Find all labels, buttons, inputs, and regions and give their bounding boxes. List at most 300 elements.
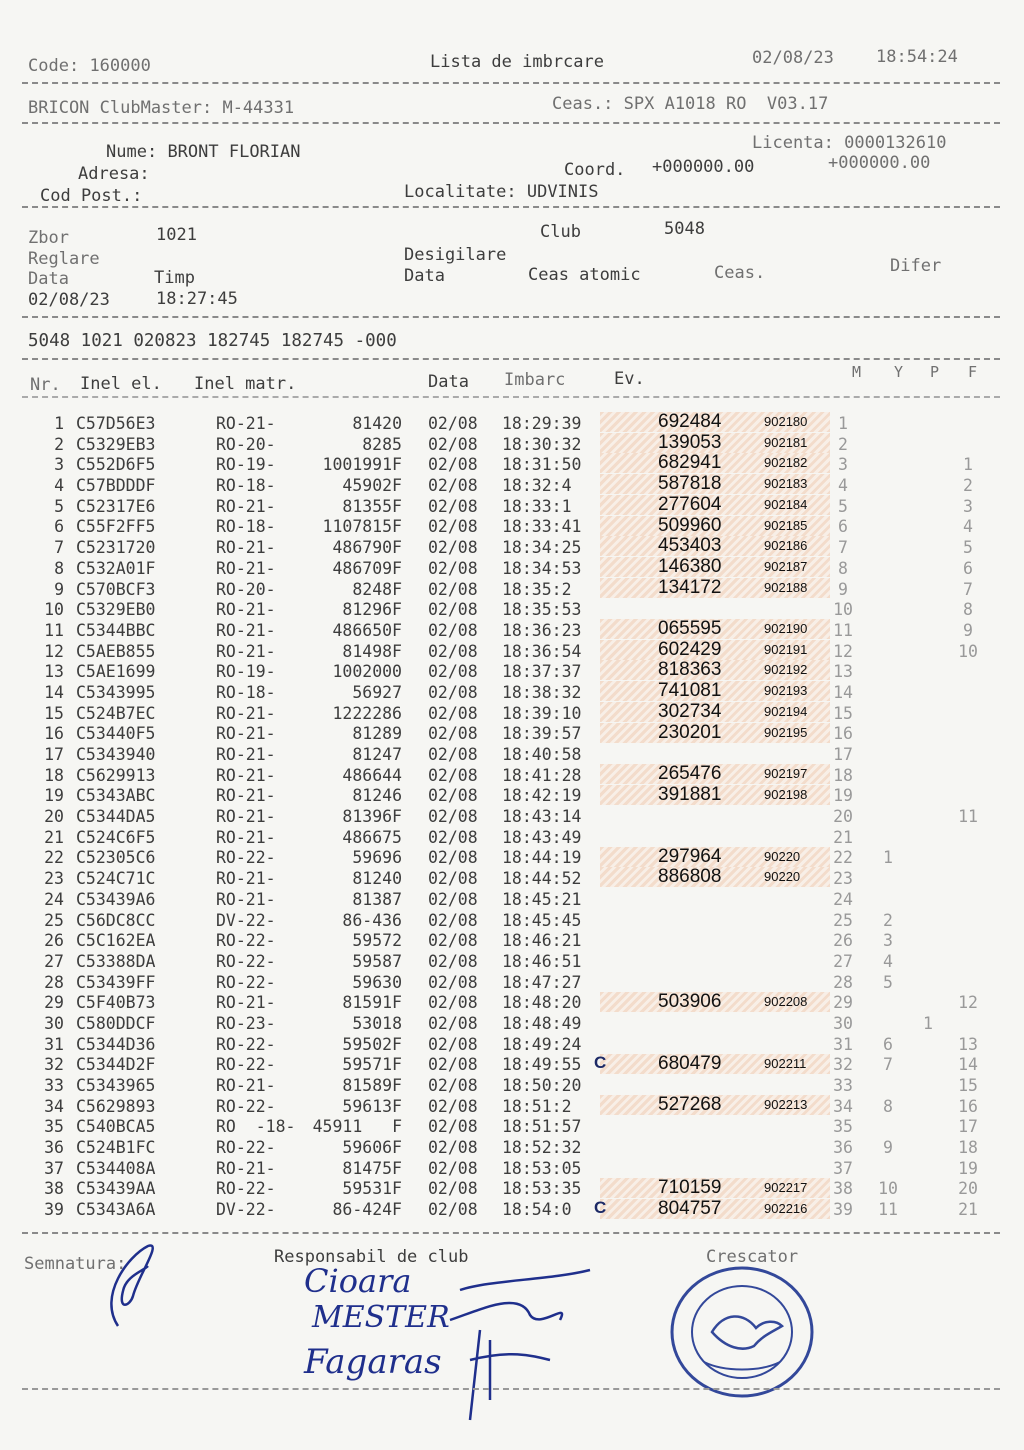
- stamp-code: 902197: [764, 765, 808, 781]
- cell-date: 02/08: [428, 1096, 478, 1116]
- cell-time: 18:43:14: [502, 807, 582, 827]
- table-row: [28, 1035, 1018, 1056]
- cell-date: 02/08: [428, 682, 478, 702]
- cell-nr: 9: [54, 579, 64, 599]
- table-row: [28, 1117, 1018, 1138]
- cell-y: 11: [878, 1200, 898, 1220]
- cell-ctry: RO-22-: [216, 1034, 276, 1054]
- breeder-label: Crescator: [706, 1247, 799, 1267]
- stamp-code: 902182: [764, 455, 808, 471]
- stamp-code: 902181: [764, 434, 808, 450]
- cell-date: 02/08: [428, 414, 478, 433]
- cell-ring: C534408A: [76, 1158, 156, 1178]
- print-time: 18:54:24: [876, 47, 958, 67]
- table-row: [28, 1197, 1018, 1221]
- cell-date: 02/08: [428, 1158, 478, 1178]
- cell-nr: 22: [44, 848, 64, 868]
- cell-nr: 18: [44, 765, 64, 785]
- cell-m: 11: [833, 620, 853, 640]
- cell-time: 18:36:23: [502, 620, 582, 640]
- cell-num: 486675: [342, 827, 402, 847]
- cell-nr: 27: [44, 951, 64, 971]
- table-row: [28, 559, 1018, 580]
- locality-value: UDVINIS: [526, 182, 599, 202]
- cell-nr: 7: [54, 538, 64, 558]
- table-row: [28, 931, 1018, 952]
- cell-ctry: RO-18-: [216, 682, 276, 702]
- stamp-number: 818363: [658, 659, 722, 681]
- cell-nr: 36: [44, 1138, 64, 1158]
- event-stamp: [600, 516, 830, 536]
- cell-nr: 21: [44, 827, 64, 847]
- table-row: [28, 745, 1018, 766]
- cell-ring: C532A01F: [76, 558, 156, 578]
- cell-nr: 26: [44, 931, 64, 951]
- cell-m: 32: [833, 1055, 853, 1075]
- divider: [22, 396, 1000, 398]
- cell-ctry: RO-21-: [216, 414, 276, 433]
- cell-num: 81387: [352, 889, 402, 909]
- cell-num: 1001991F: [322, 455, 402, 475]
- stamp-number: 804757: [658, 1197, 722, 1219]
- cell-f: 2: [963, 476, 973, 496]
- cell-ctry: DV-22-: [216, 910, 276, 930]
- cell-f: 18: [958, 1138, 978, 1158]
- cell-date: 02/08: [428, 579, 478, 599]
- cell-ctry: RO-21-: [216, 786, 276, 806]
- cell-y: 1: [883, 848, 893, 868]
- cell-nr: 14: [44, 682, 64, 702]
- stamp-number: 146380: [658, 555, 722, 577]
- cell-time: 18:40:58: [502, 745, 582, 764]
- stamp-code: 902208: [764, 993, 808, 1009]
- cell-num: 45902F: [342, 476, 402, 496]
- stamp-number: 391881: [658, 783, 722, 805]
- postal-label: Cod Post.:: [40, 186, 143, 206]
- cell-p: 1: [923, 1013, 933, 1033]
- cell-m: 4: [838, 476, 848, 496]
- cell-nr: 6: [54, 517, 64, 537]
- table-row: [28, 476, 1018, 497]
- col-date: Data: [428, 372, 469, 392]
- cell-nr: 19: [44, 786, 64, 806]
- event-stamp: [594, 1197, 830, 1219]
- cell-ctry: RO-21-: [216, 496, 276, 516]
- cell-f: 6: [963, 558, 973, 578]
- cell-ring: C570BCF3: [76, 579, 156, 599]
- cell-num: 81240: [352, 869, 402, 889]
- table-row: [28, 869, 1018, 890]
- stamp-number: 527268: [658, 1094, 722, 1116]
- divider: [22, 1232, 1000, 1234]
- cell-f: 9: [963, 620, 973, 640]
- cell-num: 8285: [362, 434, 402, 454]
- code-label: Code: 160000: [28, 56, 151, 76]
- cell-ctry: RO-21-: [216, 869, 276, 889]
- table-row: [28, 911, 1018, 932]
- event-stamp: [600, 847, 830, 867]
- license-info: Licenta: 0000132610: [752, 133, 947, 153]
- clock-info: Ceas.: SPX A1018 RO V03.17: [552, 94, 829, 114]
- cell-m: 17: [833, 745, 853, 764]
- cell-m: 33: [833, 1076, 853, 1095]
- divider: [22, 1388, 1000, 1390]
- cell-time: 18:34:25: [502, 538, 582, 558]
- cell-m: 18: [833, 765, 853, 785]
- cell-date: 02/08: [428, 517, 478, 537]
- stamp-number: 277604: [658, 493, 722, 515]
- cell-num: 59572: [352, 931, 402, 951]
- cell-time: 18:47:27: [502, 972, 582, 992]
- cell-ring: C53440F5: [76, 724, 156, 744]
- cell-time: 18:32:4: [502, 476, 572, 496]
- cell-m: 9: [838, 579, 848, 599]
- cell-nr: 17: [44, 745, 64, 764]
- event-stamp: [600, 723, 830, 743]
- cell-nr: 20: [44, 807, 64, 827]
- cell-y: 9: [883, 1138, 893, 1158]
- cell-date: 02/08: [428, 931, 478, 951]
- cell-date: 02/08: [428, 455, 478, 475]
- cell-time: 18:44:52: [502, 869, 582, 889]
- cell-m: 22: [833, 848, 853, 868]
- cell-nr: 16: [44, 724, 64, 744]
- cell-ring: C540BCA5: [76, 1117, 156, 1137]
- stamp-code: 902211: [764, 1055, 807, 1071]
- cell-m: 14: [833, 682, 853, 702]
- cell-time: 18:51:57: [502, 1117, 582, 1137]
- cell-num: 59571F: [342, 1055, 402, 1075]
- cell-time: 18:50:20: [502, 1076, 582, 1095]
- stamp-number: 602429: [658, 638, 722, 660]
- signature-scribble: [88, 1236, 168, 1336]
- cell-num: 81589F: [342, 1076, 402, 1095]
- cell-date: 02/08: [428, 434, 478, 454]
- table-row: [28, 952, 1018, 973]
- stamp-number: 710159: [658, 1176, 722, 1198]
- cell-m: 25: [833, 910, 853, 930]
- cell-ctry: RO-20-: [216, 434, 276, 454]
- cell-ring: C5344DA5: [76, 807, 156, 827]
- cell-time: 18:45:21: [502, 889, 582, 909]
- handwriting-line-1: Cioara: [304, 1262, 412, 1300]
- cell-m: 6: [838, 517, 848, 537]
- cell-ring: C552D6F5: [76, 455, 156, 475]
- cell-time: 18:51:2: [502, 1096, 572, 1116]
- stamp-code: 902213: [764, 1097, 808, 1113]
- table-row: [28, 621, 1018, 642]
- cell-f: 1: [963, 455, 973, 475]
- cell-ctry: RO-22-: [216, 1055, 276, 1075]
- cell-num: 81475F: [342, 1158, 402, 1178]
- event-stamp: [600, 578, 830, 598]
- locality-row: Localitate: UDVINIS: [404, 182, 599, 202]
- divider: [22, 206, 1000, 208]
- club-signature-scribble: [430, 1250, 630, 1440]
- set-time-value: 18:27:45: [156, 289, 238, 309]
- cell-num: 81289: [352, 724, 402, 744]
- divider: [22, 358, 1000, 360]
- cell-ring: C5231720: [76, 538, 156, 558]
- stamp-code: 902195: [764, 724, 808, 740]
- table-row: [28, 807, 1018, 828]
- cell-num: 59606F: [342, 1138, 402, 1158]
- cell-date: 02/08: [428, 538, 478, 558]
- table-row: [28, 683, 1018, 704]
- cell-ring: C57D56E3: [76, 414, 156, 433]
- cell-m: 7: [838, 538, 848, 558]
- table-row: [28, 414, 1018, 435]
- stamp-code: 90220: [764, 848, 801, 864]
- cell-num: 59613F: [342, 1096, 402, 1116]
- cell-date: 02/08: [428, 1034, 478, 1054]
- cell-ctry: RO-21-: [216, 600, 276, 620]
- table-row: [28, 704, 1018, 725]
- cell-date: 02/08: [428, 745, 478, 764]
- cell-ctry: RO-21-: [216, 745, 276, 764]
- stamp-code: 902186: [764, 538, 808, 554]
- stamp-code: 902188: [764, 579, 808, 595]
- cell-time: 18:37:37: [502, 662, 582, 682]
- cell-date: 02/08: [428, 827, 478, 847]
- cell-num: 56927: [352, 682, 402, 702]
- cell-m: 37: [833, 1158, 853, 1178]
- difference-label: Difer: [890, 256, 942, 276]
- cell-f: 14: [958, 1055, 978, 1075]
- table-row: [28, 580, 1018, 601]
- event-stamp: [600, 660, 830, 680]
- cell-nr: 32: [44, 1055, 64, 1075]
- cell-time: 18:53:05: [502, 1158, 582, 1178]
- cell-time: 18:43:49: [502, 827, 582, 847]
- cell-ring: C524C71C: [76, 869, 156, 889]
- cell-ring: C5629913: [76, 765, 156, 785]
- cell-time: 18:39:10: [502, 703, 582, 723]
- cell-nr: 10: [44, 600, 64, 620]
- cell-m: 38: [833, 1179, 853, 1199]
- cell-time: 18:52:32: [502, 1138, 582, 1158]
- cell-m: 15: [833, 703, 853, 723]
- cell-nr: 2: [54, 434, 64, 454]
- cell-num: 81247: [352, 745, 402, 764]
- cell-time: 18:34:53: [502, 558, 582, 578]
- cell-date: 02/08: [428, 869, 478, 889]
- cell-ring: C53439AA: [76, 1179, 156, 1199]
- cell-ctry: RO-20-: [216, 579, 276, 599]
- cell-f: 7: [963, 579, 973, 599]
- cell-time: 18:31:50: [502, 455, 582, 475]
- cell-f: 21: [958, 1200, 978, 1220]
- cell-time: 18:44:19: [502, 848, 582, 868]
- cell-f: 16: [958, 1096, 978, 1116]
- cell-m: 2: [838, 434, 848, 454]
- stamp-code: 902192: [764, 662, 808, 678]
- cell-nr: 13: [44, 662, 64, 682]
- cell-num: 59696: [352, 848, 402, 868]
- col-boarding: Imbarc: [504, 370, 566, 390]
- cell-m: 36: [833, 1138, 853, 1158]
- cell-m: 8: [838, 558, 848, 578]
- cell-ctry: RO-21-: [216, 538, 276, 558]
- cell-ring: C524B1FC: [76, 1138, 156, 1158]
- cell-m: 31: [833, 1034, 853, 1054]
- cell-ring: C5344D2F: [76, 1055, 156, 1075]
- event-stamp: [600, 785, 830, 805]
- cell-date: 02/08: [428, 972, 478, 992]
- stamp-code: 902216: [764, 1200, 808, 1216]
- event-stamp: [600, 453, 830, 473]
- cell-ctry: RO-21-: [216, 827, 276, 847]
- cell-m: 26: [833, 931, 853, 951]
- cell-time: 18:48:20: [502, 993, 582, 1013]
- cell-time: 18:45:45: [502, 910, 582, 930]
- cell-m: 39: [833, 1200, 853, 1220]
- cell-date: 02/08: [428, 558, 478, 578]
- address-label: Adresa:: [78, 164, 150, 184]
- cell-ring: C5343995: [76, 682, 156, 702]
- cell-nr: 5: [54, 496, 64, 516]
- table-row: [28, 1176, 1018, 1200]
- cell-ring: C5344BBC: [76, 620, 156, 640]
- cell-nr: 3: [54, 455, 64, 475]
- table-row: [28, 973, 1018, 994]
- cell-ctry: RO-21-: [216, 1158, 276, 1178]
- cell-nr: 4: [54, 476, 64, 496]
- cell-y: 4: [883, 951, 893, 971]
- cell-date: 02/08: [428, 641, 478, 661]
- cell-time: 18:39:57: [502, 724, 582, 744]
- cell-ctry: RO-21-: [216, 620, 276, 640]
- cell-ring: C5AE1699: [76, 662, 156, 682]
- cell-time: 18:41:28: [502, 765, 582, 785]
- cell-ctry: RO-22-: [216, 931, 276, 951]
- cell-time: 18:36:54: [502, 641, 582, 661]
- stamp-number: 503906: [658, 990, 722, 1012]
- cell-m: 12: [833, 641, 853, 661]
- table-row: [28, 721, 1018, 745]
- table-row: [28, 890, 1018, 911]
- cell-ring: C524C6F5: [76, 827, 156, 847]
- cell-f: 4: [963, 517, 973, 537]
- cell-ring: C52305C6: [76, 848, 156, 868]
- cell-ctry: RO-19-: [216, 455, 276, 475]
- table-row: [28, 1159, 1018, 1180]
- stamp-number: 509960: [658, 514, 722, 536]
- divider: [22, 122, 1000, 124]
- cell-nr: 1: [54, 414, 64, 433]
- cell-num: 1002000: [332, 662, 402, 682]
- cell-ctry: RO-22-: [216, 1138, 276, 1158]
- unseal-label: Desigilare: [404, 245, 507, 265]
- cell-nr: 34: [44, 1096, 64, 1116]
- cell-ring: C55F2FF5: [76, 517, 156, 537]
- cell-ctry: RO-21-: [216, 993, 276, 1013]
- cell-time: 18:49:24: [502, 1034, 582, 1054]
- cell-f: 5: [963, 538, 973, 558]
- cell-date: 02/08: [428, 724, 478, 744]
- table-row: [28, 497, 1018, 518]
- cell-m: 13: [833, 662, 853, 682]
- cell-f: 20: [958, 1179, 978, 1199]
- cell-num: 59502F: [342, 1034, 402, 1054]
- flight-label: Zbor: [28, 228, 69, 248]
- cell-num: 486644: [342, 765, 402, 785]
- cell-m: 5: [838, 496, 848, 516]
- stamp-code: 902190: [764, 621, 808, 636]
- cell-nr: 31: [44, 1034, 64, 1054]
- cell-ctry: DV-22-: [216, 1200, 276, 1220]
- table-row: [28, 514, 1018, 538]
- table-row: [28, 783, 1018, 807]
- table-row: [28, 538, 1018, 559]
- stamp-c-mark: C: [594, 1197, 607, 1217]
- cell-ctry: RO-22-: [216, 1096, 276, 1116]
- cell-num: 486790F: [332, 538, 402, 558]
- code-value: 160000: [89, 56, 151, 76]
- club-responsible-label: Responsabil de club: [274, 1247, 469, 1267]
- stamp-code: 902180: [764, 414, 808, 429]
- col-y: Y: [894, 363, 904, 381]
- col-reg-ring: Inel matr.: [194, 374, 297, 394]
- cell-time: 18:46:21: [502, 931, 582, 951]
- cell-f: 15: [958, 1076, 978, 1095]
- cell-num: 59587: [352, 951, 402, 971]
- cell-ctry: RO-22-: [216, 1179, 276, 1199]
- cell-time: 18:53:35: [502, 1179, 582, 1199]
- cell-nr: 37: [44, 1158, 64, 1178]
- handwriting-line-3: Fagaras: [304, 1342, 442, 1382]
- cell-nr: 23: [44, 869, 64, 889]
- cell-num: 81396F: [342, 807, 402, 827]
- cell-date: 02/08: [428, 496, 478, 516]
- col-f: F: [968, 363, 978, 381]
- stamp-number: 230201: [658, 721, 722, 743]
- cell-num: 86-436: [342, 910, 402, 930]
- cell-date: 02/08: [428, 476, 478, 496]
- cell-time: 18:48:49: [502, 1013, 582, 1033]
- cell-ring: C53439FF: [76, 972, 156, 992]
- cell-ctry: RO -18-: [216, 1117, 296, 1137]
- stamp-code: 902217: [764, 1179, 808, 1195]
- cell-ctry: RO-21-: [216, 558, 276, 578]
- cell-ring: C56DC8CC: [76, 910, 156, 930]
- owner-name-row: Nume: BRONT FLORIAN: [106, 142, 301, 162]
- stamp-number: 587818: [658, 473, 722, 495]
- event-stamp: [600, 557, 830, 577]
- cell-date: 02/08: [428, 807, 478, 827]
- event-stamp: [600, 702, 830, 722]
- event-stamp: [600, 867, 830, 887]
- event-stamp: [600, 495, 830, 515]
- cell-date: 02/08: [428, 1055, 478, 1075]
- stamp-number: 682941: [658, 452, 722, 474]
- event-stamp: [600, 764, 830, 784]
- event-stamp: [600, 681, 830, 701]
- cell-m: 23: [833, 869, 853, 889]
- cell-nr: 38: [44, 1179, 64, 1199]
- event-stamp: [600, 412, 830, 432]
- cell-time: 18:49:55: [502, 1055, 582, 1075]
- clock-label: Ceas.: [714, 263, 766, 283]
- table-row: [28, 845, 1018, 869]
- cell-m: 28: [833, 972, 853, 992]
- event-stamp: [600, 474, 830, 494]
- set-date-value: 02/08/23: [28, 290, 110, 310]
- owner-name: BRONT FLORIAN: [167, 142, 301, 162]
- cell-ring: C57BDDDF: [76, 476, 156, 496]
- cell-y: 7: [883, 1055, 893, 1075]
- cell-num: 1107815F: [322, 517, 402, 537]
